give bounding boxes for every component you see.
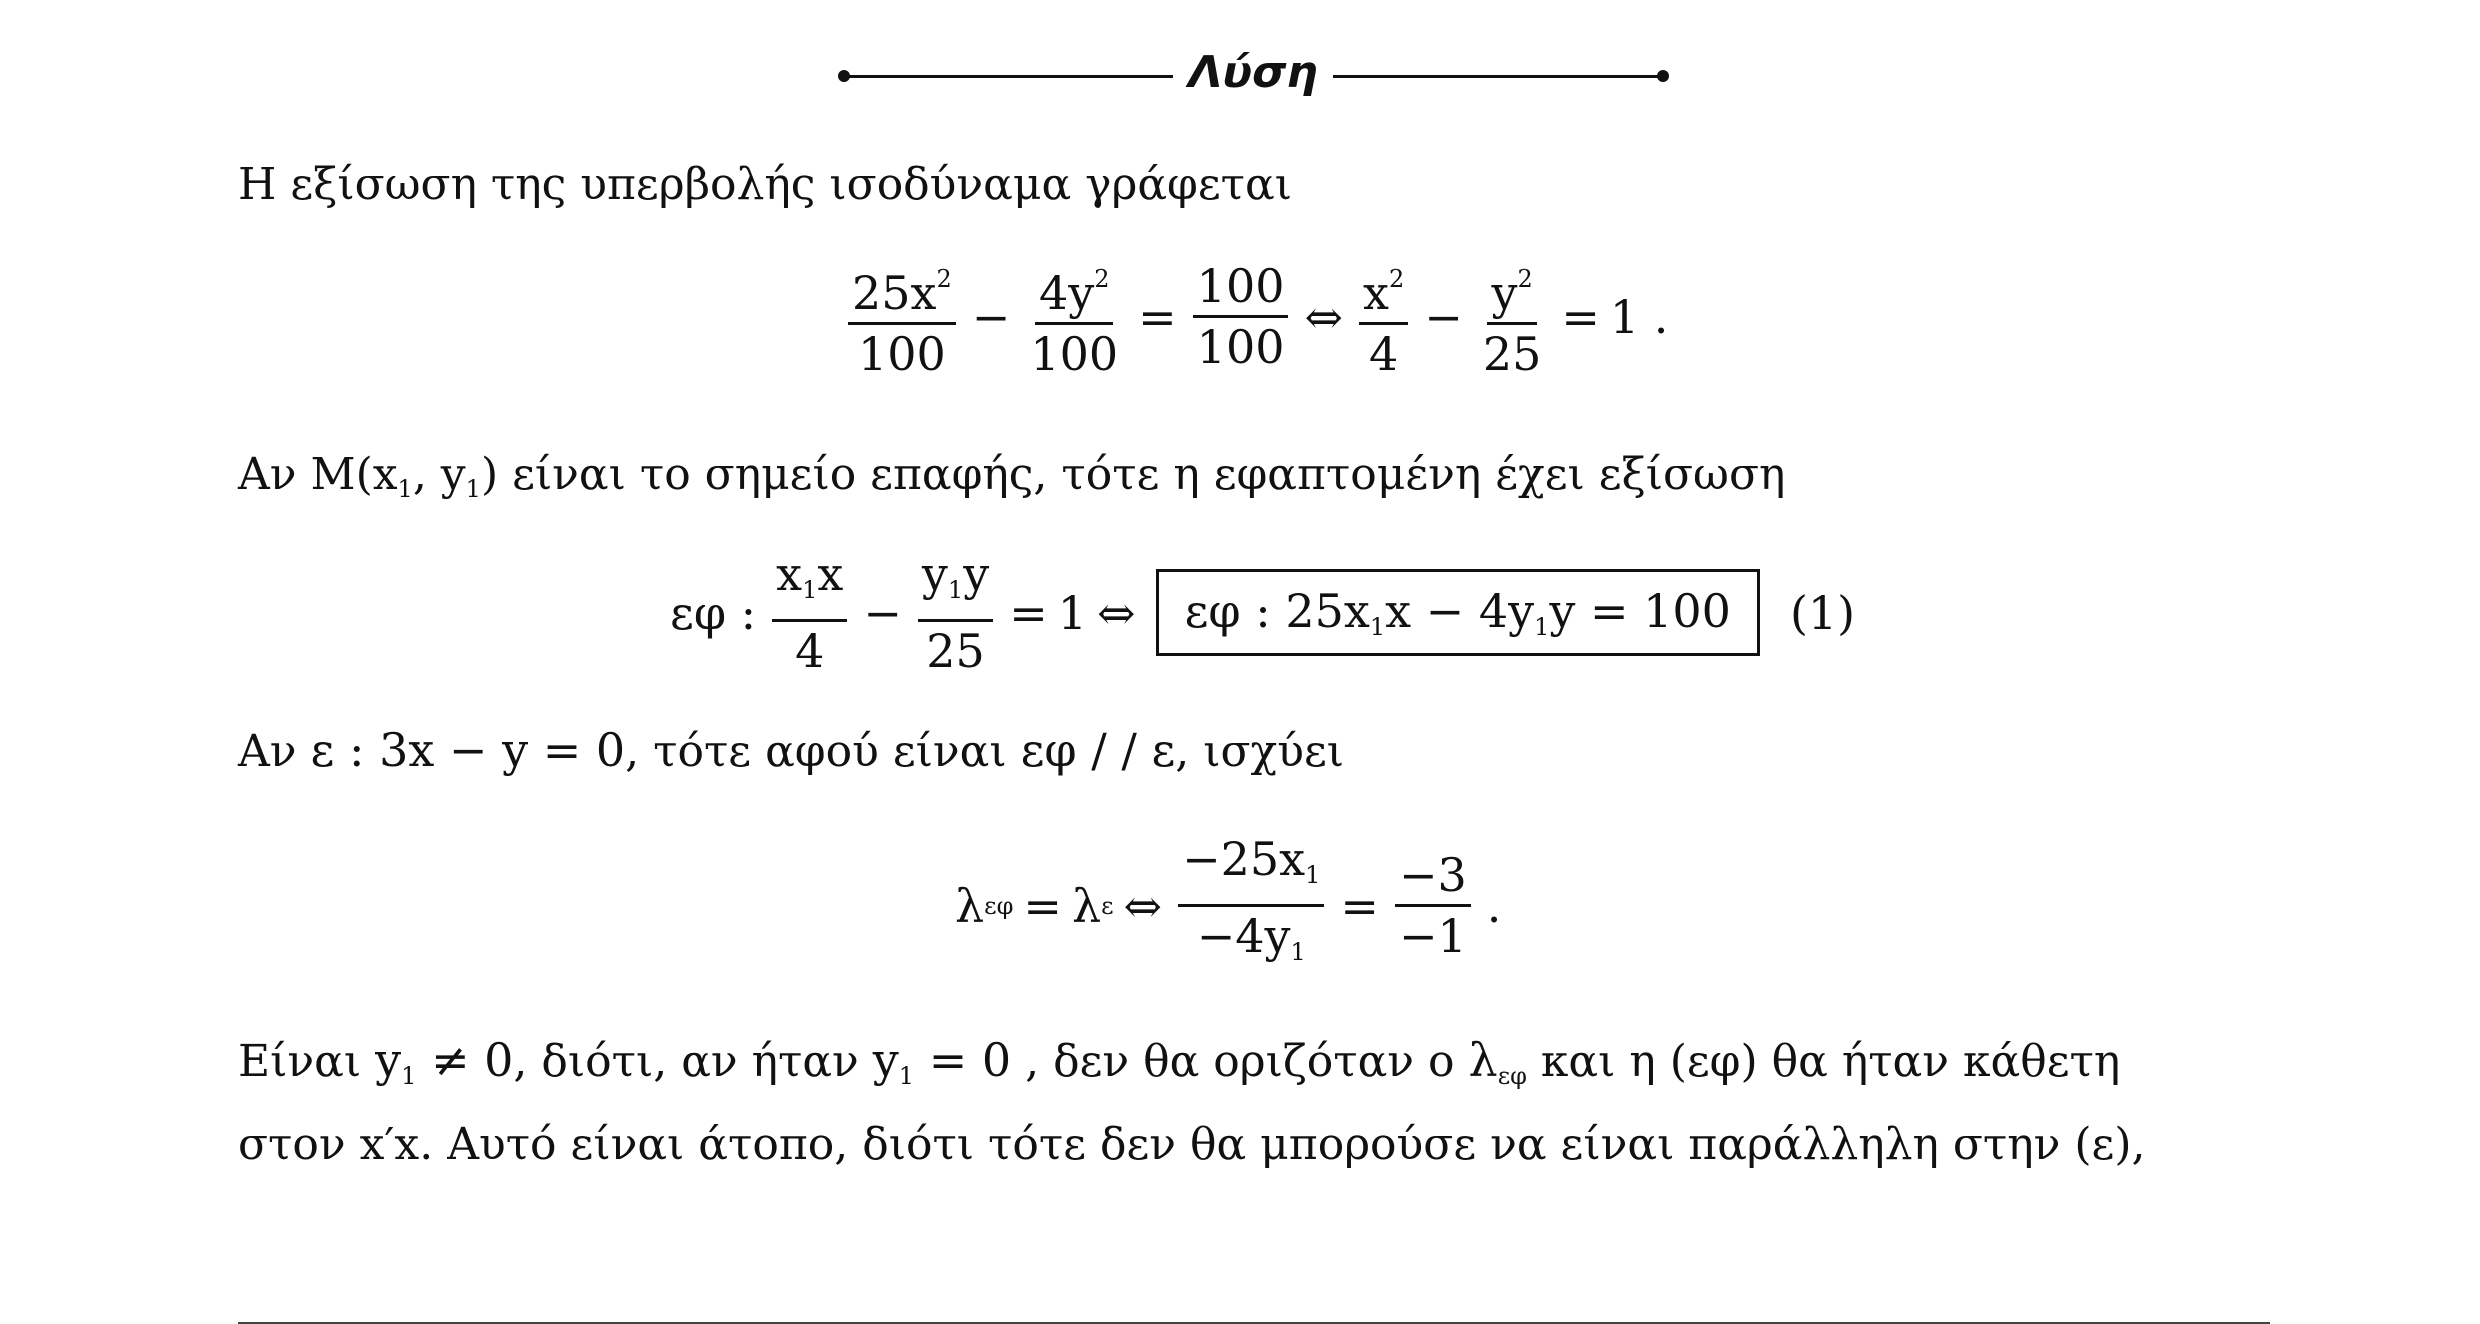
- equation-label: (1): [1789, 585, 1856, 640]
- heading-title: Λύση: [1188, 47, 1318, 98]
- fraction: $\frac{4y^2}{100}$: [1020, 250, 1128, 383]
- fraction: $\frac{-25x_1}{-4y_1}$: [1172, 830, 1330, 981]
- fraction: $\frac{100}{100}$: [1187, 257, 1295, 376]
- section-heading: [0, 38, 2480, 108]
- fraction: $\frac{y_1y}{25}$: [912, 545, 999, 680]
- equation-slopes: λ εφ = λ ε ⇔ $\frac{-25x_1}{-4y_1}$ = $\frac{-3}{-1}$ .: [955, 830, 1511, 981]
- heading-rule-right: [1333, 75, 1663, 78]
- fraction: $\frac{y^2}{25}$: [1473, 250, 1552, 383]
- paragraph-2: Αν $M(x_1$, $y_1$) είναι το σημείο επαφής, τότε η εφαπτομένη έχει εξίσωση: [238, 449, 1786, 503]
- paragraph-4: Είναι $y_1 \ne 0$, διότι, αν ήταν $y_1 = 0$ , δεν θα οριζόταν ο $\lambda_{\varepsilon\varphi}$ και η (εφ) θα ήταν κάθετη: [238, 1033, 2121, 1090]
- fraction: $\frac{x_1x}{4}$: [766, 545, 853, 680]
- fraction: $\frac{x^2}{4}$: [1353, 250, 1414, 383]
- paragraph-3: Αν ε : 3x − y = 0, τότε αφού είναι εφ / / ε, ισχύει: [238, 723, 1345, 777]
- equation-hyperbola: $\frac{25x^2}{100}$ − $\frac{4y^2}{100}$ = $\frac{100}{100}$ ⇔ $\frac{x^2}{4}$ − $\frac{y^2}{25}$ = 1 .: [842, 250, 1668, 383]
- heading-rule-left: [843, 75, 1173, 78]
- fraction: $\frac{25x^2}{100}$: [842, 250, 962, 383]
- paragraph-1: Η εξίσωση της υπερβολής ισοδύναμα γράφεται: [238, 159, 1292, 210]
- boxed-equation: εφ : $25x_1x - 4y_1y = 100$: [1156, 569, 1760, 656]
- paragraph-5: στον x′x. Αυτό είναι άτοπο, διότι τότε δεν θα μπορούσε να είναι παράλληλη στην (ε),: [238, 1119, 2146, 1170]
- heading-dot-right: [1657, 70, 1669, 82]
- equation-tangent: εφ : $\frac{x_1x}{4}$ − $\frac{y_1y}{25}$ = 1 ⇔ εφ : $25x_1x - 4y_1y = 100$ (1): [670, 547, 1856, 678]
- fraction: $\frac{-3}{-1}$: [1389, 846, 1477, 965]
